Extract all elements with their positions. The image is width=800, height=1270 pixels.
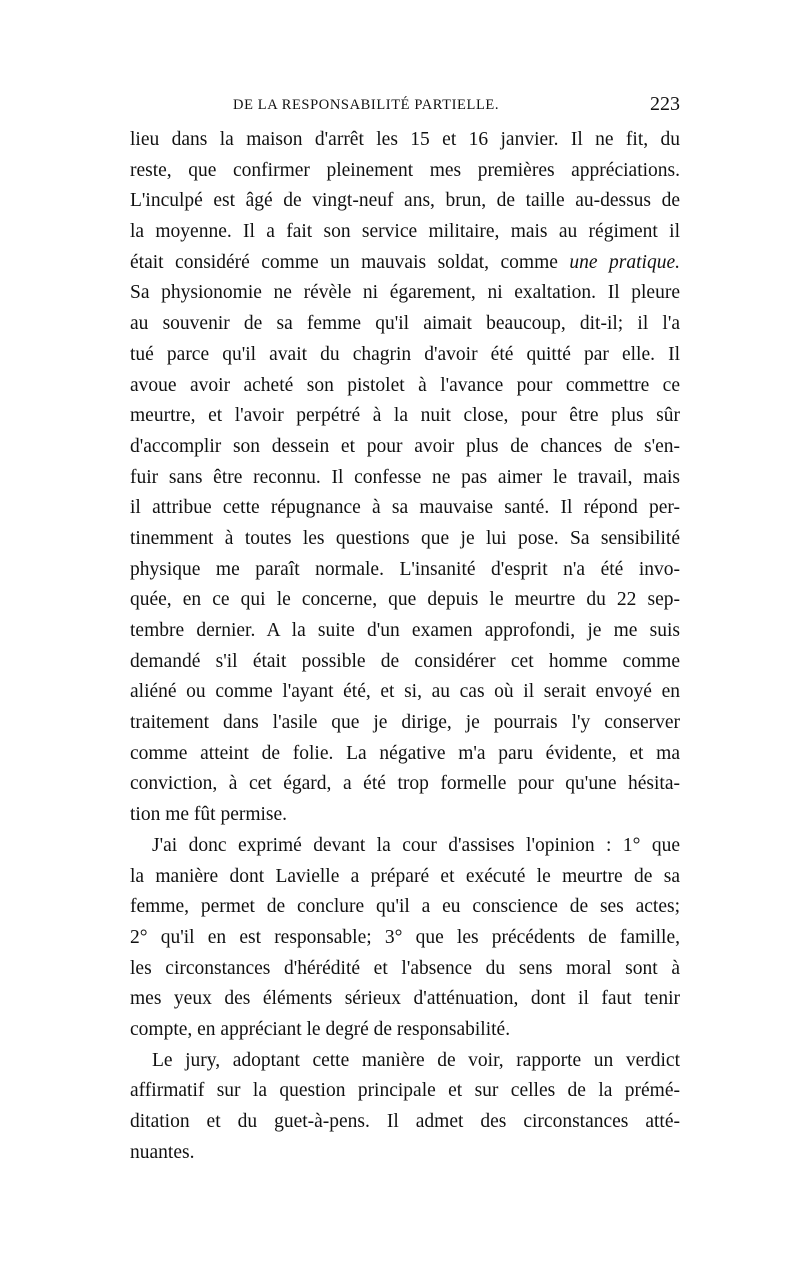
text-line: les circonstances d'hérédité et l'absence du sens moral sont à [130,957,680,979]
text-line: tué parce qu'il avait du chagrin d'avoir été quitté par elle. Il [130,343,680,365]
text-line: physique me paraît normale. L'insanité d'esprit n'a été invo- [130,558,680,580]
text-line: comme atteint de folie. La négative m'a paru évidente, et ma [130,742,680,764]
text-line: lieu dans la maison d'arrêt les 15 et 16 janvier. Il ne fit, du [130,129,680,150]
text-line: au souvenir de sa femme qu'il aimait beaucoup, dit-il; il l'a [130,313,680,335]
text-line: Sa physionomie ne révèle ni égarement, ni exaltation. Il pleure [130,282,680,304]
text-line-with-emphasis [130,248,680,279]
text-line: mes yeux des éléments sérieux d'atténuation, dont il faut tenir [130,988,680,1010]
text-line: meurtre, et l'avoir perpétré à la nuit close, pour être plus sûr [130,405,680,427]
paragraph-end-line: tion me fût permise. [130,804,288,826]
text-line: demandé s'il était possible de considérer cet homme comme [130,650,680,672]
italic-phrase: une pratique. [569,251,680,273]
page-number: 223 [650,93,680,115]
text-line-segment: était considéré comme un mauvais soldat, comme [130,251,558,273]
text-line: tinemment à toutes les questions que je lui pose. Sa sensibilité [130,527,680,549]
text-line: aliéné ou comme l'ayant été, et si, au cas où il serait envoyé en [130,681,680,703]
text-line: il attribue cette répugnance à sa mauvaise santé. Il répond per- [130,497,680,519]
paragraph-end-line: compte, en appréciant le degré de responsabilité. [130,1018,511,1040]
running-head [130,93,680,117]
text-line: la manière dont Lavielle a préparé et exécuté le meurtre de sa [130,865,680,887]
text-line: L'inculpé est âgé de vingt-neuf ans, brun, de taille au-dessus de [130,190,680,212]
paragraph-start-line: J'ai donc exprimé devant la cour d'assises l'opinion : 1° que [152,834,680,856]
text-line: ditation et du guet-à-pens. Il admet des circonstances atté- [130,1111,680,1132]
text-line: femme, permet de conclure qu'il a eu conscience de ses actes; [130,896,680,918]
text-line: 2° qu'il en est responsable; 3° que les précédents de famille, [130,926,680,948]
running-title: DE LA RESPONSABILITÉ PARTIELLE. [233,97,500,113]
text-line: affirmatif sur la question principale et sur celles de la prémé- [130,1080,680,1102]
text-line: tembre dernier. A la suite d'un examen approfondi, je me suis [130,620,680,641]
text-line: fuir sans être reconnu. Il confesse ne pas aimer le travail, mais [130,466,680,488]
text-line: avoue avoir acheté son pistolet à l'avance pour commettre ce [130,374,680,396]
paragraph-start-line: Le jury, adoptant cette manière de voir, rapporte un verdict [152,1049,680,1071]
text-line: d'accomplir son dessein et pour avoir plus de chances de s'en- [130,435,680,457]
body-text [130,125,680,1168]
text-line: traitement dans l'asile que je dirige, je pourrais l'y conserver [130,712,680,734]
text-line: la moyenne. Il a fait son service militaire, mais au régiment il [130,221,680,243]
text-line: quée, en ce qui le concerne, que depuis le meurtre du 22 sep- [130,589,680,611]
paragraph-end-line: nuantes. [130,1141,195,1163]
text-line: conviction, à cet égard, a été trop formelle pour qu'une hésita- [130,773,680,795]
text-line: reste, que confirmer pleinement mes premières appréciations. [130,159,680,181]
